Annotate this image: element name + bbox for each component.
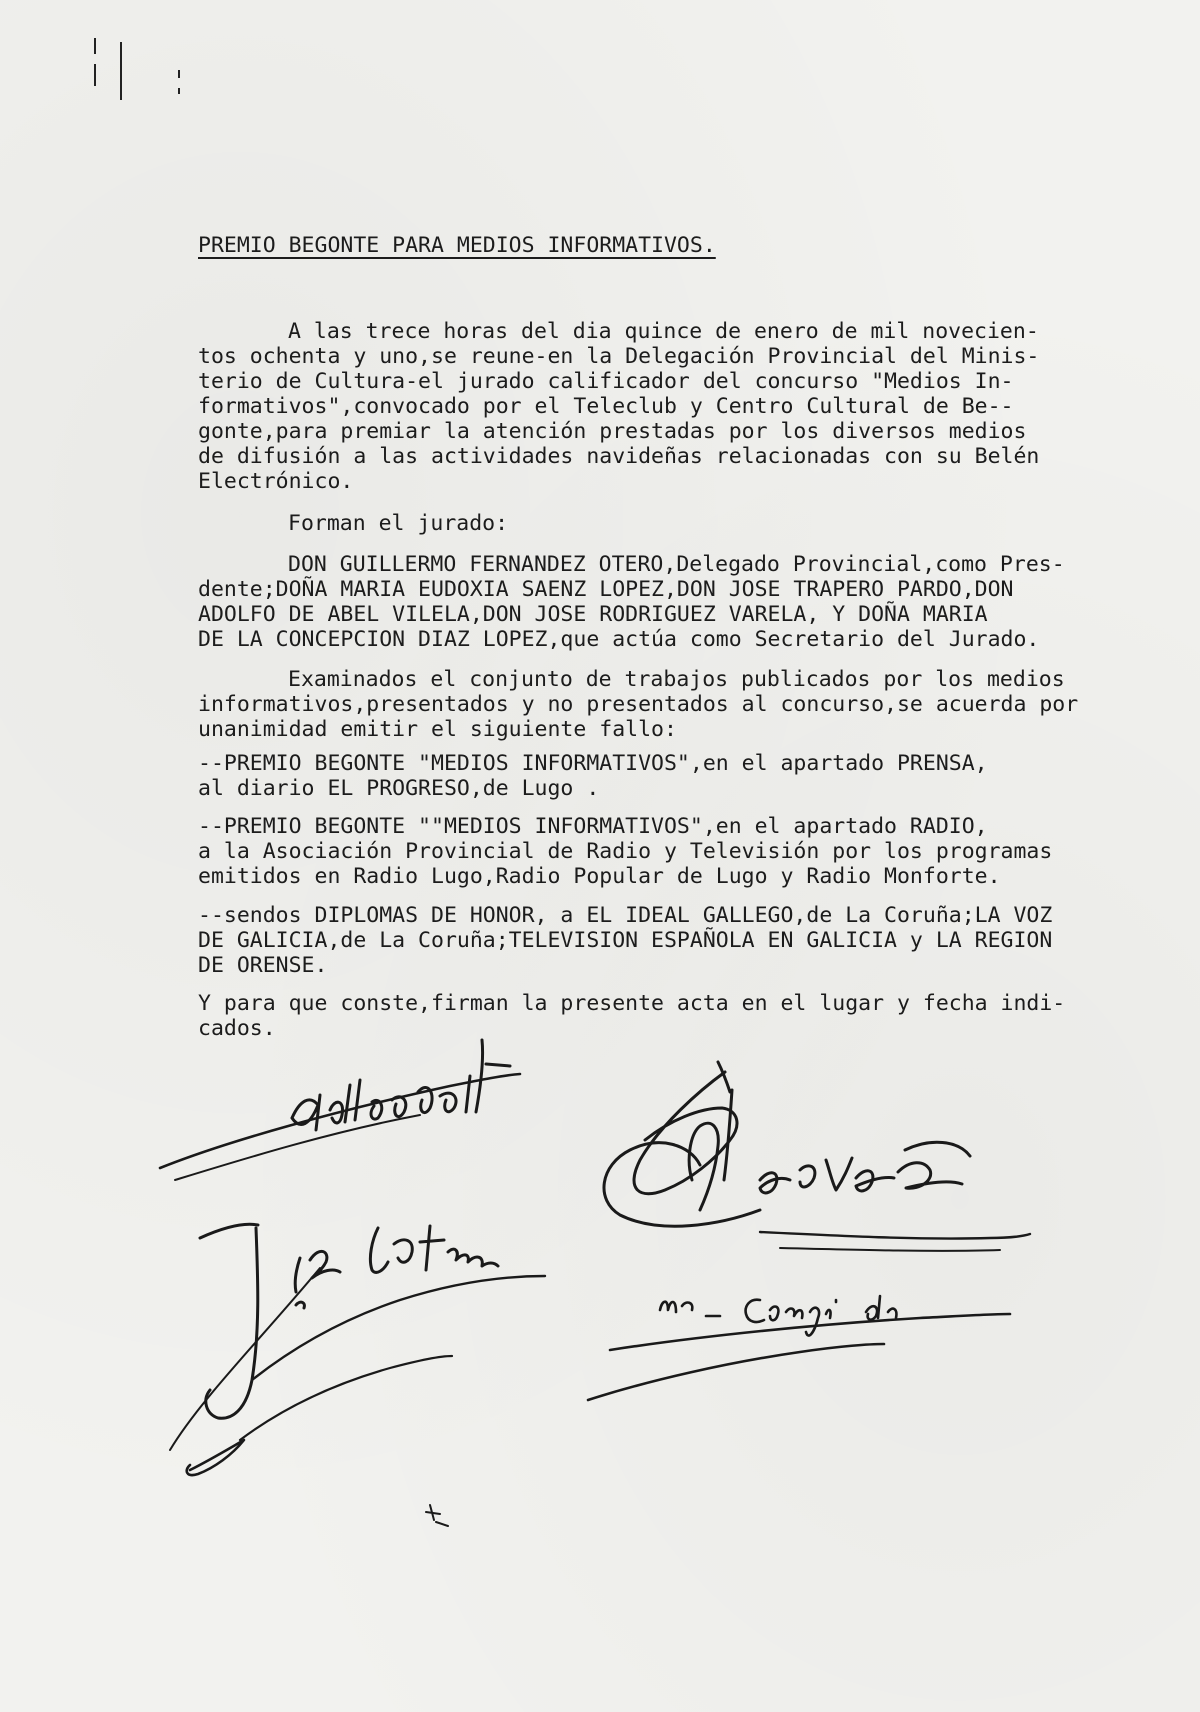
paragraph-line: --PREMIO BEGONTE "MEDIOS INFORMATIVOS",en el apartado PRENSA, — [198, 751, 988, 776]
paragraph-line: ADOLFO DE ABEL VILELA,DON JOSE RODRIGUEZ VARELA, Y DOÑA MARIA — [198, 602, 988, 627]
paragraph-line: DON GUILLERMO FERNANDEZ OTERO,Delegado Provincial,como Pres- — [288, 552, 1065, 577]
paragraph-line: dente;DOÑA MARIA EUDOXIA SAENZ LOPEZ,DON JOSE TRAPERO PARDO,DON — [198, 577, 1014, 602]
paragraph-line: emitidos en Radio Lugo,Radio Popular de Lugo y Radio Monforte. — [198, 864, 1001, 889]
adolfo-abel-signature — [160, 1040, 520, 1180]
ink-smudge — [426, 1505, 448, 1526]
paragraph-line: DE ORENSE. — [198, 953, 328, 978]
paragraph-line: DE GALICIA,de La Coruña;TELEVISION ESPAÑOLA EN GALICIA y LA REGION — [198, 928, 1053, 953]
paragraph-line: Forman el jurado: — [288, 511, 509, 536]
paragraph-line: --sendos DIPLOMAS DE HONOR, a EL IDEAL GALLEGO,de La Coruña;LA VOZ — [198, 903, 1053, 928]
paragraph-line: de difusión a las actividades navideñas relacionadas con su Belén — [198, 444, 1040, 469]
paragraph-line: A las trece horas del dia quince de enero de mil novecien- — [288, 319, 1039, 344]
paragraph-line: formativos",convocado por el Teleclub y Centro Cultural de Be-- — [198, 394, 1014, 419]
document-title: PREMIO BEGONTE PARA MEDIOS INFORMATIVOS. — [198, 233, 716, 258]
paragraph-line: informativos,presentados y no presentados al concurso,se acuerda por — [198, 692, 1079, 717]
concepcion-signature — [588, 1296, 1010, 1400]
trapero-signature — [170, 1224, 545, 1475]
paragraph-line: tos ochenta y uno,se reune-en la Delegación Provincial del Minis- — [198, 344, 1040, 369]
paragraph-line: gonte,para premiar la atención prestadas por los diversos medios — [198, 419, 1027, 444]
paragraph-line: cados. — [198, 1016, 276, 1041]
paragraph-line: unanimidad emitir el siguiente fallo: — [198, 717, 677, 742]
paragraph-line: Examinados el conjunto de trabajos publicados por los medios — [288, 667, 1065, 692]
paragraph-line: DE LA CONCEPCION DIAZ LOPEZ,que actúa como Secretario del Jurado. — [198, 627, 1040, 652]
paragraph-line: --PREMIO BEGONTE ""MEDIOS INFORMATIVOS",en el apartado RADIO, — [198, 814, 988, 839]
paragraph-line: a la Asociación Provincial de Radio y Televisión por los programas — [198, 839, 1053, 864]
paragraph-line: al diario EL PROGRESO,de Lugo . — [198, 776, 600, 801]
paragraph-line: terio de Cultura-el jurado calificador del concurso "Medios In- — [198, 369, 1014, 394]
paragraph-line: Y para que conste,firman la presente acta en el lugar y fecha indi- — [198, 991, 1066, 1016]
paragraph-line: Electrónico. — [198, 469, 354, 494]
fernandez-otero-signature — [604, 1062, 1030, 1251]
